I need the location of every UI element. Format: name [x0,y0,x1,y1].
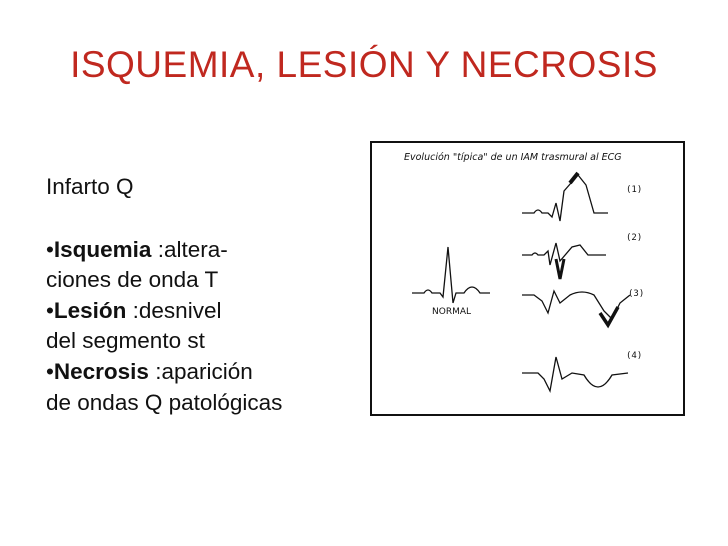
intro-text: Infarto Q [46,174,134,199]
slide-body [46,172,366,418]
bullet-necrosis [46,357,366,388]
slide-title: ISQUEMIA, LESIÓN Y NECROSIS [70,44,658,85]
spacer [46,203,366,235]
bullet-lesion [46,296,366,327]
bullet-marker: • [46,358,54,384]
bullet-necrosis-cont: de ondas Q patológicas [46,389,283,415]
ecg-trace-normal [412,247,490,303]
bullet-marker: • [46,297,54,323]
bullet-desc: :desnivel [126,297,222,323]
bullet-term: Lesión [53,297,127,323]
stage-label-3: (3) [628,289,645,299]
ecg-trace-stage-2-highlight [556,259,564,279]
bullet-isquemia-cont: ciones de onda T [46,267,219,293]
bullet-term: Necrosis [53,358,149,384]
bullet-marker: • [46,236,54,262]
ecg-evolution-figure [370,141,685,416]
normal-label: NORMAL [432,307,472,317]
ecg-trace-stage-1-highlight [570,173,578,183]
bullet-lesion-cont: del segmento st [46,328,205,354]
stage-label-2: (2) [626,233,643,243]
bullet-desc: :aparición [148,358,253,384]
ecg-trace-stage-4 [522,357,628,391]
bullet-isquemia [46,235,366,266]
ecg-trace-stage-1 [522,175,608,221]
bullet-term: Isquemia [53,236,152,262]
stage-label-1: (1) [626,185,643,195]
bullet-desc: :altera- [151,236,228,262]
stage-label-4: (4) [626,351,643,361]
ecg-traces [372,143,683,414]
figure-title: Evolución "típica" de un IAM trasmural al ECG [404,152,622,163]
